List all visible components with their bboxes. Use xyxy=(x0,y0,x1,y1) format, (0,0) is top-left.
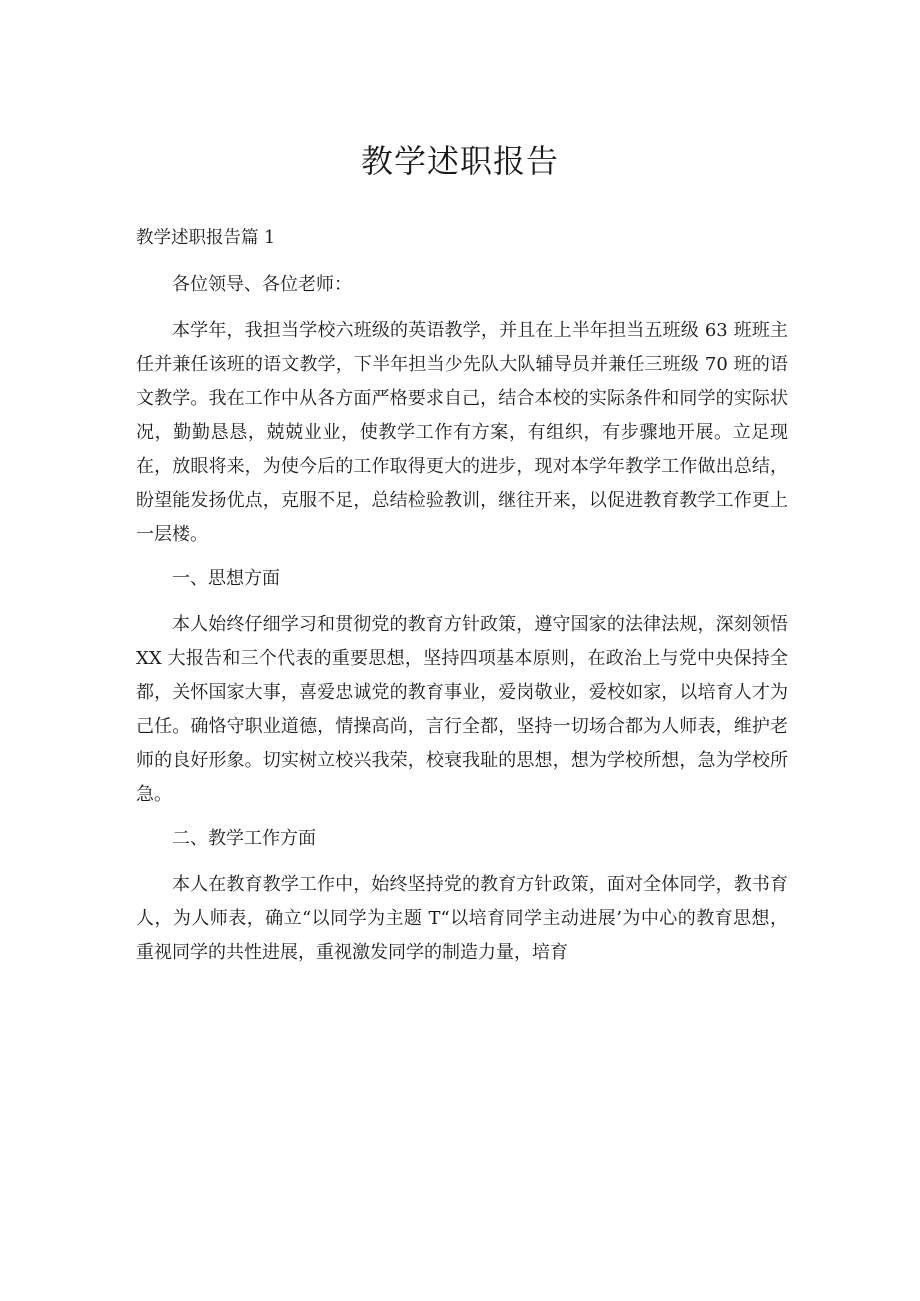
section-heading-teaching: 二、教学工作方面 xyxy=(172,828,316,849)
paragraph-teaching: 本人在教育教学工作中，始终坚持党的教育方针政策，面对全体同学，教书育人，为人师表，确立“以同学为主题 T“以培育同学主动进展’为中心的教育思想，重视同学的共性进展，重视激发同学的制造力量，培育 xyxy=(136,874,788,963)
document-subtitle: 教学述职报告篇 1 xyxy=(136,228,276,248)
salutation: 各位领导、各位老师： xyxy=(172,274,352,295)
document-body xyxy=(136,268,788,980)
section-heading-ideology: 一、思想方面 xyxy=(172,568,280,589)
document-title: 教学述职报告 xyxy=(360,142,559,180)
paragraph-ideology: 本人始终仔细学习和贯彻党的教育方针政策，遵守国家的法律法规，深刻领悟 XX 大报告和三个代表的重要思想，坚持四项基本原则，在政治上与党中央保持全都，关怀国家大事，喜爱忠诚党的教育事业，爱岗敬业，爱校如家，以培育人才为己任。确恪守职业道德，情操高尚，言行全都，坚持一切场合都为人师表，维护老师的良好形象。切实树立校兴我荣，校衰我耻的思想，想为学校所想，急为学校所急。 xyxy=(136,614,788,805)
paragraph-intro: 本学年，我担当学校六班级的英语教学，并且在上半年担当五班级 63 班班主任并兼任该班的语文教学，下半年担当少先队大队辅导员并兼任三班级 70 班的语文教学。我在工作中从各方面严格要求自己，结合本校的实际条件和同学的实际状况，勤勤恳恳，兢兢业业，使教学工作有方案，有组织，有步骤地开展。立足现在，放眼将来，为使今后的工作取得更大的进步，现对本学年教学工作做出总结，盼望能发扬优点，克服不足，总结检验教训，继往开来，以促进教育教学工作更上一层楼。 xyxy=(136,320,788,545)
